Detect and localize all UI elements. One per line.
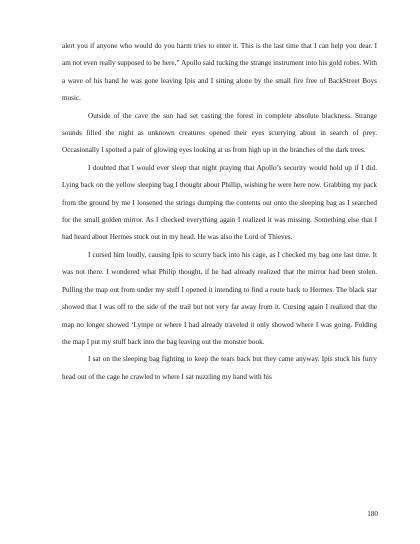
paragraph-2: Outside of the cave the sun had set casting the forest in complete absolute blackness. Strange sounds filled the night as unknown creatures opened their eyes scurrying about in search of prey. Occasionally I spotted a pair of glowing eyes looking at us from high up in the branches of the dark trees. bbox=[62, 111, 377, 155]
page-text bbox=[62, 38, 377, 386]
paragraph-3: I doubted that I would ever sleep that night praying that Apollo’s security would hold up if I did. Lying back on the yellow sleeping bag I thought about Phillip, wishing he were here now. Grabbing my pack from the ground by me I loosened the strings dumping the contents out onto the sleeping bag as I searched for the small golden mirror. As I checked everything again I realized it was missing. Something else that I had heard about Hermes stuck out in my head. He was also the Lord of Thieves. bbox=[62, 163, 377, 242]
paragraph-4: I cursed him loudly, causing Ipis to scurry back into his cage, as I checked my bag one last time. It was not there. I wondered what Philip thought, if he had already realized that the mirror had been stolen. Pulling the map out from under my stuff I opened it intending to find a route back to Hermes. The black star showed that I was off to the side of the trail but not very far away from it. Cursing again I realized that the map no longer showed ‘Lympe or where I had already traveled it only showed where I was going. Folding the map I put my stuff back into the bag leaving out the monster book. bbox=[62, 250, 377, 346]
paragraph-1: alert you if anyone who would do you harm tries to enter it. This is the last time that I can help you dear. I am not even really supposed to be here,” Apollo said tucking the strange instrument into his gold robes. With a wave of his hand he was gone leaving Ipis and I sitting alone by the small fire free of BackStreet Boys music. bbox=[62, 42, 377, 103]
page-number: 180 bbox=[367, 510, 378, 518]
paragraph-5: I sat on the sleeping bag fighting to keep the tears back but they came anyway. Ipis stuck his furry head out of the cage he crawled to where I sat nuzzling my hand with his bbox=[62, 355, 377, 381]
